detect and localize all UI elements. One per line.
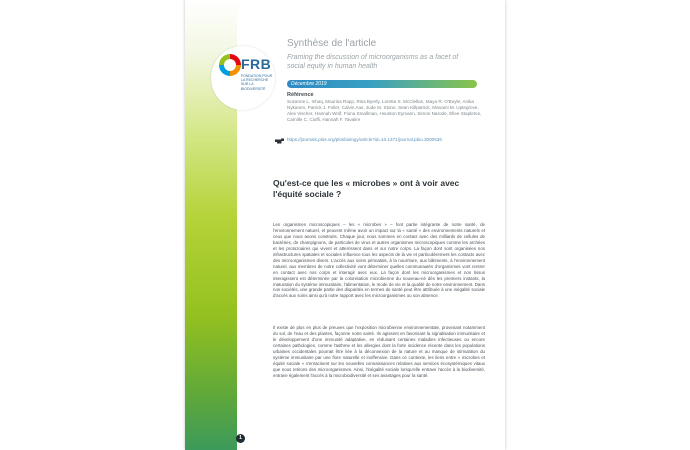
pointing-hand-icon (275, 138, 285, 144)
reference-label: Référence (287, 92, 314, 98)
date-text: Décembre 2019 (291, 81, 327, 87)
document-page (185, 0, 505, 450)
page-number: 1 (236, 434, 245, 443)
frb-logo (211, 46, 275, 110)
logo-name: FRB (241, 56, 272, 72)
date-banner (287, 80, 477, 88)
section-heading: Qu'est-ce que les « microbes » ont à voir avec l'équité sociale ? (273, 178, 460, 199)
reference-link[interactable]: https://journals.plos.org/plosbiology/article?id=10.1371/journal.pbio.3000536 (287, 137, 442, 142)
document-title: Synthèse de l'article (287, 38, 377, 49)
body-paragraph-1: Les organismes microscopiques – les « microbes » – font partie intégrante de notre santé, de l'environnement naturel, et peuvent même avoir un impact sur la « santé » des environnements naturels et ceux que nous avons construits. Chaque jour, nous sommes en contact avec des milliards de cellules de bactéries, de champignons, de particules de virus et autres organismes microscopiques comme les archées et les protozoaires qui vivent et atterrissent dans et sur notre corps. La façon dont sont organisées nos infrastructures spatiales et sociales influence tous les aspects de la vie et particulièrement les contacts avec des microorganismes divers. L'accès aux soins périnatals, à la nourriture, aux bâtiments, à l'environnement naturel, aux membres de notre collectivité vont déterminer quelles communautés d'organismes vont rentrer en contact avec nos corps et interagir avec eux. La façon dont les microorganismes et nos tissus interagissent est déterminée par la colonisation microbienne du nouveau-né dès les premiers instants, la maturation du système immunitaire, l'alimentation, le mode de vie et la qualité de notre environnement. Dans nos sociétés, une grande partie des disparités en termes de santé peut être attribuée à une inégalité sociale d'accès aux soins ainsi qu'à notre rapport avec les microorganismes ou son absence. (273, 222, 485, 299)
body-paragraph-2: Il existe de plus en plus de preuves que l'exposition microbienne environnementale, provenant notamment du sol, de l'eau et des plantes, façonne notre santé. Ils agissent en favorisant la signalisation immunitaire et le développement d'une immunité adaptative, en réduisant certaines maladies infectieuses ou encore certaines pathologies, comme l'asthme et les allergies dont la forte incidence récente dans les populations urbaines occidentales pourrait être liée à la déconnexion de la nature et au manque de stimulation du système immunitaire par une flore naturelle et inoffensive. Dans ce contexte, les liens entre « microbes et équité sociale » s'enracinent sur les nouvelles connaissances relatives aux services écosystémiques vitaux que nous retirons des microorganismes. Ainsi, l'inégalité sociale lorsqu'elle entrave l'accès à la biodiversité, entrave également l'accès à la microbiodiversité et ses avantages pour la santé. (273, 325, 485, 378)
document-subtitle: Framing the discussion of microorganisms as a facet of social equity in human health (287, 54, 459, 70)
logo-tagline: FONDATION POUR LA RECHERCHE SUR LA BIODIVERSITÉ (241, 74, 273, 91)
logo-emblem-icon (219, 54, 241, 76)
reference-authors: Suzanne L. Ishaq, Maurisa Rapp, Risa Byerly, Loretta S. McClellan, Maya R. O'Boyle, Anika Nykanen, Patrick J. Fuller, Calvin Aas, Jude M. Stone, Sean Killpatrick, Manami M. Uptegrove, Alex Vischer, Hannah Wolf, Fiona Smallman, Houston Eymann, Simon Narode, Ellee Stapleton, Camille C. Cioffi, Hannah F. Tavalire (287, 99, 482, 122)
